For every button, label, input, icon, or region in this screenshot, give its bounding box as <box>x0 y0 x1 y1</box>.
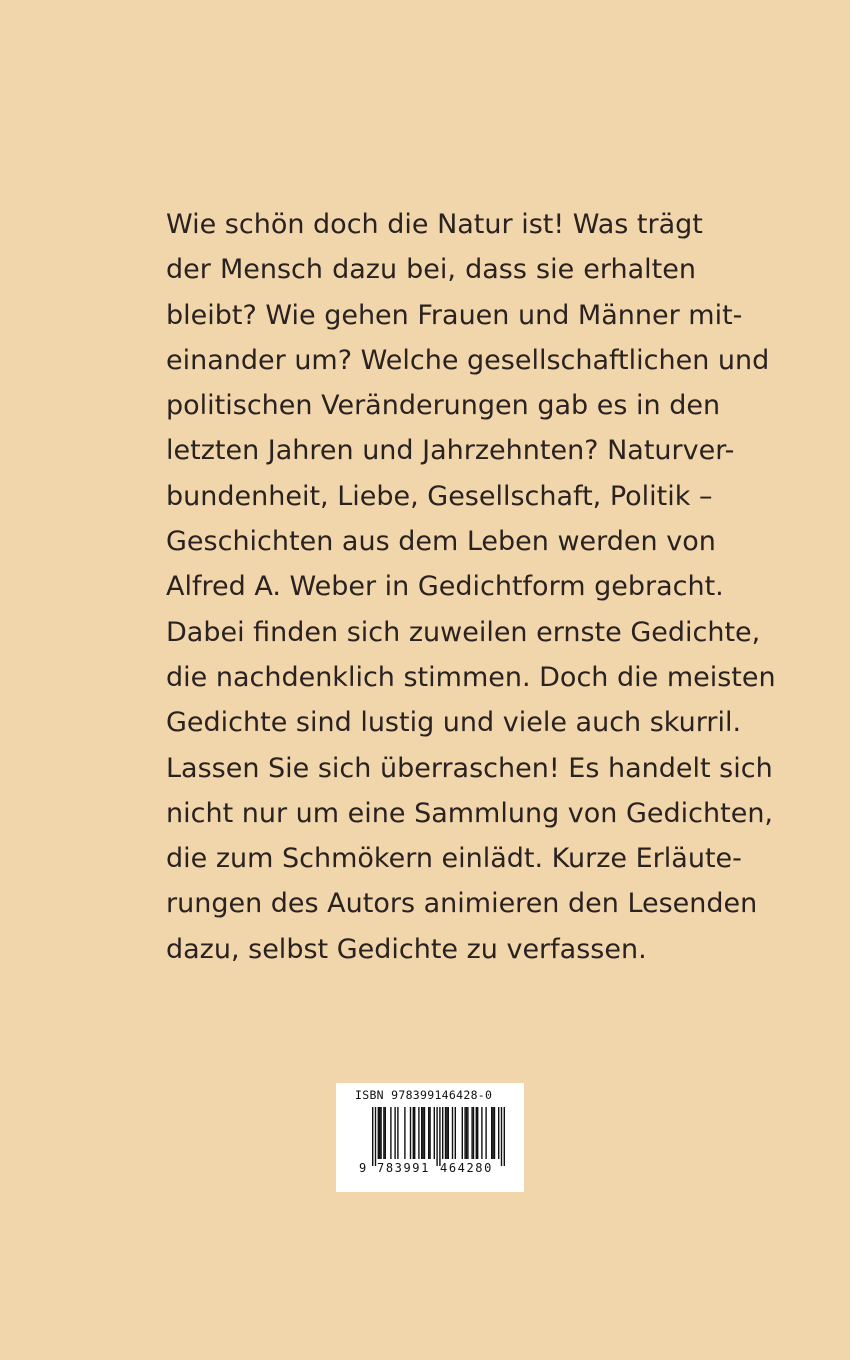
barcode-bar <box>476 1107 477 1159</box>
barcode-bar <box>424 1107 425 1159</box>
blurb-line: rungen des Autors animieren den Lesenden <box>166 888 758 920</box>
barcode-bar <box>494 1107 495 1159</box>
blurb-line: Wie schön doch die Natur ist! Was trägt <box>166 209 703 240</box>
barcode-bar <box>473 1107 474 1159</box>
blurb-line: Lassen Sie sich überraschen! Es handelt sich <box>166 752 773 784</box>
ean-left-group: 783991 <box>377 1161 430 1175</box>
barcode-bar <box>445 1107 446 1159</box>
barcode-bar <box>452 1107 453 1159</box>
barcode-bar <box>439 1107 440 1166</box>
barcode-bars-icon <box>336 1083 524 1192</box>
blurb-line: die nachdenklich stimmen. Doch die meisten <box>166 661 776 693</box>
blurb-line: bleibt? Wie gehen Frauen und Männer mit- <box>166 299 743 331</box>
blurb-line: letzten Jahren und Jahrzehnten? Naturver- <box>166 435 735 467</box>
barcode-bar <box>485 1107 486 1159</box>
barcode-bar <box>383 1107 384 1159</box>
barcode-bar <box>375 1107 376 1166</box>
barcode-bar <box>394 1107 395 1159</box>
barcode-bar <box>448 1107 449 1159</box>
barcode-bar <box>464 1107 465 1159</box>
blurb-line: dazu, selbst Gedichte zu verfassen. <box>166 933 647 965</box>
barcode-bar <box>467 1107 468 1159</box>
barcode-bar <box>481 1107 482 1159</box>
barcode-bar <box>390 1107 391 1159</box>
barcode-bar <box>501 1107 502 1166</box>
barcode-bar <box>385 1107 386 1159</box>
barcode-bar <box>446 1107 447 1159</box>
barcode-bar <box>397 1107 398 1159</box>
barcode-bar <box>421 1107 422 1159</box>
barcode-bar <box>491 1107 492 1159</box>
blurb-text <box>166 202 776 972</box>
barcode-bar <box>418 1107 419 1159</box>
barcode-bar <box>466 1107 467 1159</box>
barcode-bar <box>413 1107 414 1159</box>
barcode-bar <box>378 1107 379 1159</box>
barcode-bar <box>414 1107 415 1159</box>
barcode-bar <box>404 1107 405 1159</box>
blurb-line: die zum Schmökern einlädt. Kurze Erläute- <box>166 843 742 875</box>
ean-first-digit: 9 <box>359 1161 367 1175</box>
barcode-bar <box>434 1107 435 1159</box>
barcode-bar <box>504 1107 505 1166</box>
blurb-line: bundenheit, Liebe, Gesellschaft, Politik – <box>166 480 713 512</box>
barcode-bar <box>429 1107 430 1159</box>
barcode-bar <box>462 1107 463 1159</box>
barcode-bar <box>442 1107 443 1159</box>
ean-right-group: 464280 <box>440 1161 493 1175</box>
barcode-bar <box>410 1107 411 1159</box>
barcode-bar <box>422 1107 423 1159</box>
blurb-line: Gedichte sind lustig und viele auch skurril. <box>166 707 742 739</box>
barcode-bar <box>471 1107 472 1159</box>
barcode-bar <box>428 1107 429 1159</box>
barcode-bar <box>380 1107 381 1159</box>
barcode-bar <box>372 1107 373 1166</box>
barcode-bar <box>436 1107 437 1166</box>
isbn-barcode <box>336 1083 524 1192</box>
barcode-bar <box>477 1107 478 1159</box>
blurb-line: Alfred A. Weber in Gedichtform gebracht. <box>166 571 724 603</box>
barcode-bar <box>492 1107 493 1159</box>
barcode-bar <box>498 1107 499 1159</box>
blurb-line: politischen Veränderungen gab es in den <box>166 390 721 422</box>
blurb-line: Geschichten aus dem Leben werden von <box>166 526 716 558</box>
blurb-line: nicht nur um eine Sammlung von Gedichten, <box>166 797 774 829</box>
barcode-bar <box>455 1107 456 1159</box>
blurb-line: einander um? Welche gesellschaftlichen und <box>166 344 770 376</box>
blurb-line: der Mensch dazu bei, dass sie erhalten <box>166 254 696 286</box>
blurb-line: Dabei finden sich zuweilen ernste Gedichte, <box>166 616 761 648</box>
barcode-bar <box>379 1107 380 1159</box>
isbn-label: ISBN 978399146428-0 <box>355 1088 493 1102</box>
